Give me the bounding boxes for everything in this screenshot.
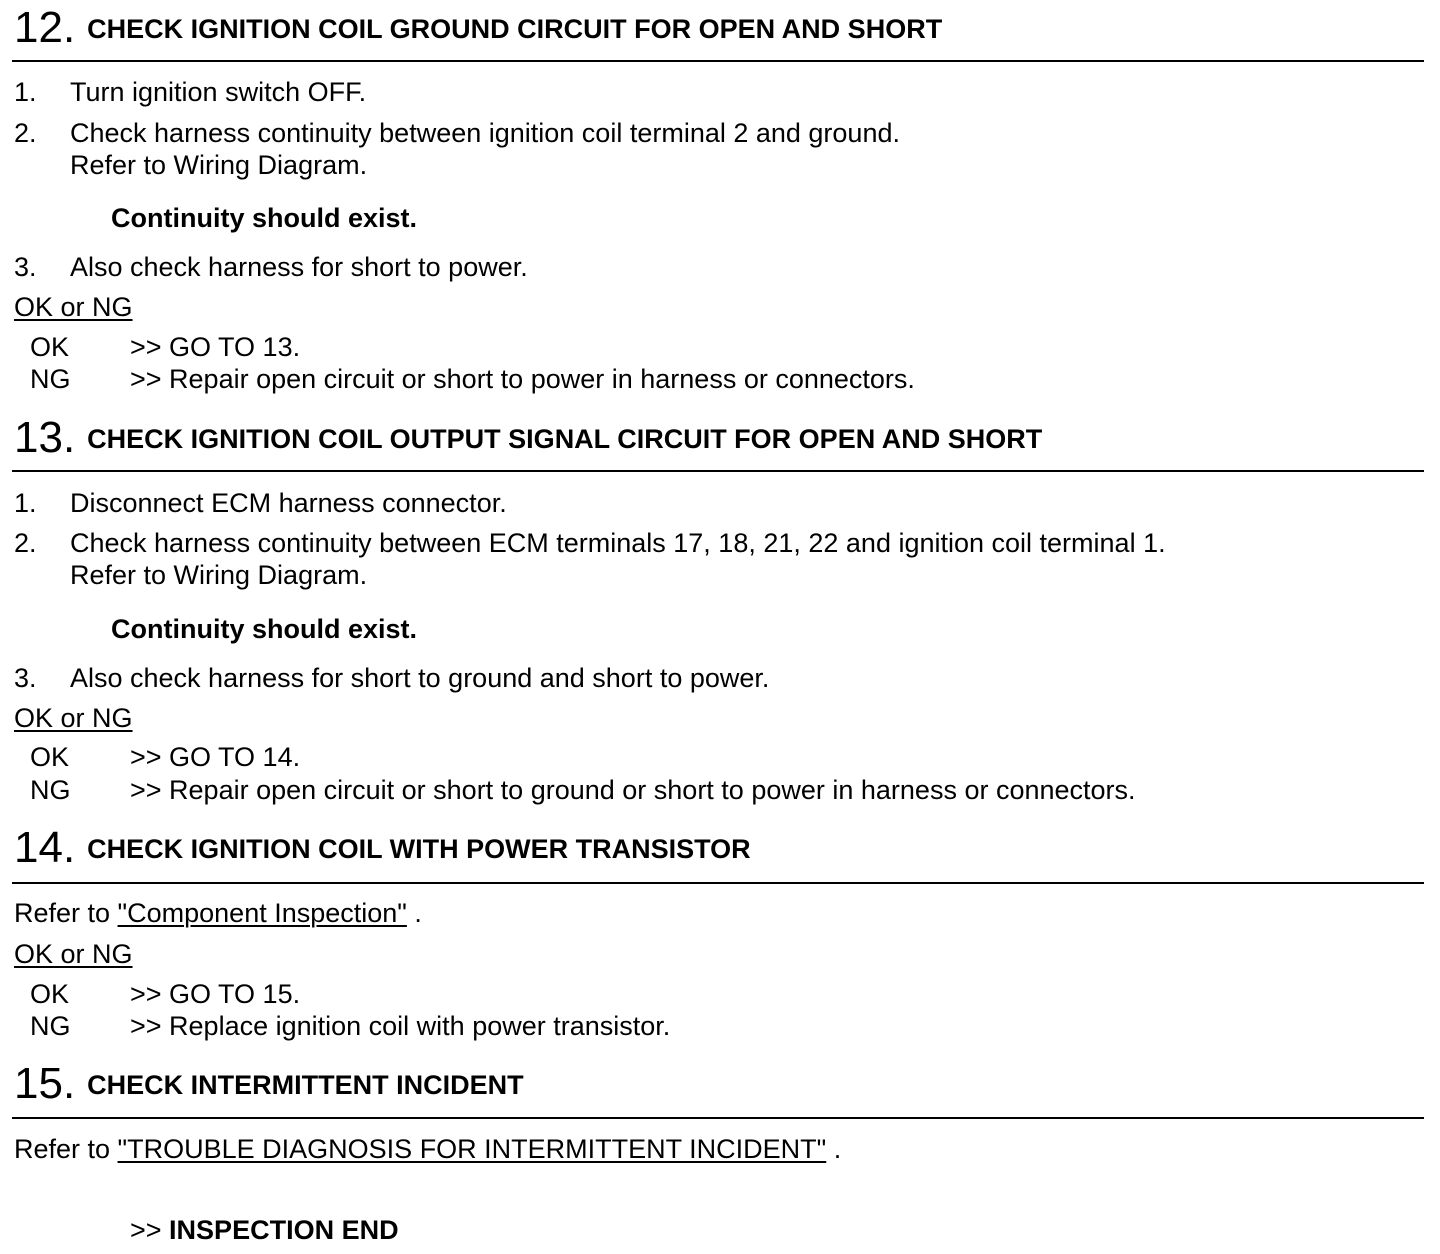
specification: Continuity should exist. — [111, 203, 418, 233]
item-text: Turn ignition switch OFF. — [70, 77, 367, 107]
item-number: 1. — [14, 77, 37, 107]
result-code: NG — [30, 775, 71, 805]
section-12-header — [14, 3, 943, 52]
result-action: >> GO TO 14. — [130, 742, 301, 772]
result-action: >> GO TO 15. — [130, 979, 301, 1009]
specification: Continuity should exist. — [111, 614, 418, 644]
refer-prefix: Refer to — [14, 1134, 118, 1164]
ok-or-ng-label: OK or NG — [14, 939, 133, 969]
item-text: Check harness continuity between ignition coil terminal 2 and ground. — [70, 118, 900, 148]
item-text: Refer to Wiring Diagram. — [70, 150, 368, 180]
ok-or-ng-label: OK or NG — [14, 703, 133, 733]
result-action: >> Replace ignition coil with power transistor. — [130, 1011, 671, 1041]
inspection-end — [130, 1214, 399, 1246]
ok-or-ng-label: OK or NG — [14, 292, 133, 322]
refer-line — [14, 1133, 841, 1165]
item-text: Check harness continuity between ECM terminals 17, 18, 21, 22 and ignition coil terminal 1. — [70, 528, 1166, 558]
item-number: 3. — [14, 252, 37, 282]
item-text: Disconnect ECM harness connector. — [70, 488, 507, 518]
section-title: CHECK IGNITION COIL WITH POWER TRANSISTOR — [87, 834, 751, 864]
item-number: 1. — [14, 488, 37, 518]
step-number: 14. — [14, 823, 76, 872]
section-divider — [12, 470, 1424, 472]
intermittent-incident-link[interactable]: "TROUBLE DIAGNOSIS FOR INTERMITTENT INCIDENT" — [117, 1134, 827, 1164]
section-divider — [12, 882, 1424, 884]
section-13-header — [14, 413, 1043, 462]
section-title: CHECK IGNITION COIL OUTPUT SIGNAL CIRCUIT FOR OPEN AND SHORT — [87, 424, 1043, 454]
item-text: Also check harness for short to power. — [70, 252, 528, 282]
end-text: INSPECTION END — [169, 1215, 399, 1245]
result-code: NG — [30, 364, 71, 394]
step-number: 12. — [14, 3, 76, 52]
refer-line — [14, 897, 422, 929]
result-code: OK — [30, 332, 70, 362]
item-number: 2. — [14, 528, 37, 558]
refer-suffix: . — [406, 898, 422, 928]
section-title: CHECK INTERMITTENT INCIDENT — [87, 1070, 524, 1100]
step-number: 15. — [14, 1059, 76, 1108]
result-action: >> GO TO 13. — [130, 332, 301, 362]
item-number: 2. — [14, 118, 37, 148]
component-inspection-link[interactable]: "Component Inspection" — [117, 898, 407, 928]
result-code: NG — [30, 1011, 71, 1041]
section-14-header — [14, 823, 751, 872]
item-text: Refer to Wiring Diagram. — [70, 560, 368, 590]
section-15-header — [14, 1059, 524, 1108]
section-divider — [12, 60, 1424, 62]
result-code: OK — [30, 979, 70, 1009]
refer-prefix: Refer to — [14, 898, 118, 928]
item-text: Also check harness for short to ground and short to power. — [70, 663, 770, 693]
item-number: 3. — [14, 663, 37, 693]
section-divider — [12, 1117, 1424, 1119]
end-prefix: >> — [130, 1215, 170, 1245]
result-action: >> Repair open circuit or short to ground or short to power in harness or connectors. — [130, 775, 1136, 805]
result-code: OK — [30, 742, 70, 772]
refer-suffix: . — [826, 1134, 842, 1164]
result-action: >> Repair open circuit or short to power in harness or connectors. — [130, 364, 915, 394]
section-title: CHECK IGNITION COIL GROUND CIRCUIT FOR OPEN AND SHORT — [87, 14, 943, 44]
step-number: 13. — [14, 413, 76, 462]
